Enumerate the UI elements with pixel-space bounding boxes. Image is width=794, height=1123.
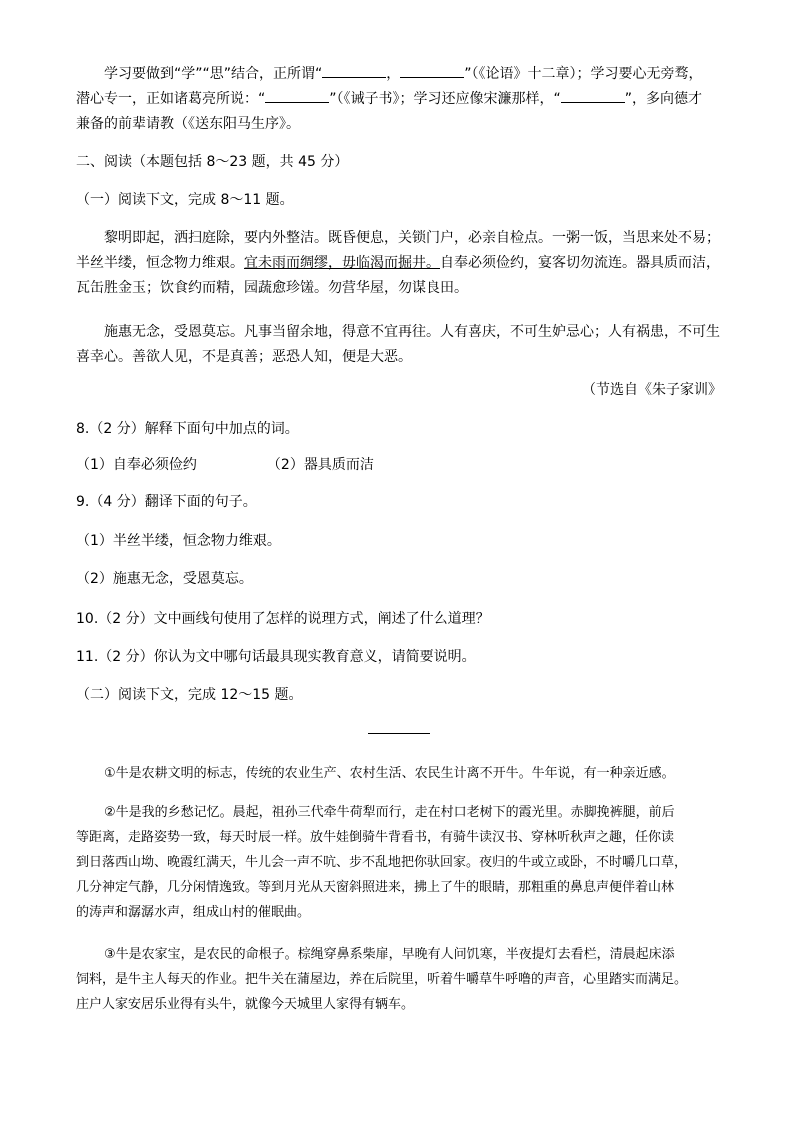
text-segment: 半丝半缕，恒念物力维艰。	[76, 255, 244, 271]
part-heading-2: （二）阅读下文，完成 12～15 题。	[76, 687, 303, 703]
essay-para-2-line2: 等距离，走路姿势一致，每天时辰一样。放牛娃倒骑牛背看书，有骑牛读汉书、穿林听秋声之趣，任你读	[76, 830, 675, 845]
underlined-sentence: 宜未雨而绸缪，毋临渴而掘井。	[244, 255, 440, 271]
fill-blank[interactable]	[400, 63, 464, 78]
text-segment: ”（《论语》十二章）；学习要心无旁骛，	[464, 66, 703, 82]
question-8-item-1: （1）自奉必须俭约	[76, 457, 197, 473]
fill-blank[interactable]	[322, 63, 386, 78]
title-fill-blank[interactable]	[368, 732, 430, 734]
text-segment: ”，多向德才	[624, 91, 703, 107]
section-heading: 二、阅读（本题包括 8～23 题，共 45 分）	[76, 154, 349, 170]
essay-para-3-line1: ③牛是农家宝，是农民的命根子。棕绳穿鼻系柴扉，早晚有人问饥寒，半夜提灯去看栏，清晨起床添	[104, 947, 675, 962]
text-segment: ”（《诫子书》；学习还应像宋濂那样，“	[329, 91, 561, 107]
paragraph-intro-line3: 兼备的前辈请教（《送东阳马生序》。	[76, 116, 300, 132]
essay-para-3-line3: 庄户人家安居乐业得有头牛，就像今天城里人家得有辆车。	[76, 997, 415, 1012]
question-9-item-1: （1）半丝半缕，恒念物力维艰。	[76, 533, 281, 549]
question-9: 9.（4 分）翻译下面的句子。	[76, 494, 257, 510]
source-citation: （节选自《朱子家训》	[582, 382, 722, 398]
essay-para-2-line3: 到日落西山坳、晚霞红满天，牛儿会一声不吭、步不乱地把你驮回家。夜归的牛或立或卧，不时嚼几口草，	[76, 855, 688, 870]
question-8-item-2: （2）器具质而洁	[266, 457, 374, 473]
essay-para-2-line1: ②牛是我的乡愁记忆。晨起，祖孙三代牵牛荷犁而行，走在村口老树下的霞光里。赤脚挽裤腿，前后	[104, 805, 675, 820]
essay-para-1: ①牛是农耕文明的标志，传统的农业生产、农村生活、农民生计离不开牛。牛年说，有一种亲近感。	[104, 766, 675, 781]
text-segment: 自奉必须俭约，宴客切勿流连。器具质而洁，	[440, 255, 720, 271]
text1-line3: 瓦缶胜金玉；饮食约而精，园蔬愈珍馐。勿营华屋，勿谋良田。	[76, 280, 468, 296]
question-10: 10.（2 分）文中画线句使用了怎样的说理方式，阐述了什么道理？	[76, 611, 490, 627]
essay-para-2-line4: 几分神定气静，几分闲情逸致。等到月光从天窗斜照进来，拂上了牛的眼睛，那粗重的鼻息声便伴着山林	[76, 880, 675, 895]
question-8: 8.（2 分）解释下面句中加点的词。	[76, 421, 299, 437]
essay-title-blank	[76, 718, 722, 743]
question-9-item-2: （2）施惠无念，受恩莫忘。	[76, 571, 253, 587]
text2-line2: 喜幸心。善欲人见，不是真善；恶恐人知，便是大恶。	[76, 349, 412, 365]
text1-line2	[76, 251, 722, 276]
text1-line1: 黎明即起，洒扫庭除，要内外整洁。既昏便息，关锁门户，必亲自检点。一粥一饭，当思来处不易；	[104, 230, 720, 246]
text-segment: ，	[386, 66, 401, 82]
part-heading-1: （一）阅读下文，完成 8～11 题。	[76, 192, 294, 208]
paragraph-intro-line1	[76, 62, 722, 87]
text-segment: 潜心专一，正如诸葛亮所说：“	[76, 91, 266, 107]
text2-line1: 施惠无念，受恩莫忘。凡事当留余地，得意不宜再往。人有喜庆，不可生妒忌心；人有祸患，不可生	[104, 324, 720, 340]
essay-para-2-line5: 的涛声和潺潺水声，组成山村的催眠曲。	[76, 905, 311, 920]
essay-para-3-line2: 饲料，是牛主人每天的作业。把牛关在蒲屋边，养在后院里，听着牛嚼草牛呼噜的声音，心里踏实而满足。	[76, 972, 688, 987]
question-11: 11.（2 分）你认为文中哪句话最具现实教育意义，请简要说明。	[76, 649, 476, 665]
text-segment: 学习要做到“学”“思”结合，正所谓“	[104, 66, 323, 82]
question-8-items	[76, 453, 722, 478]
paragraph-intro-line2	[76, 87, 722, 112]
fill-blank[interactable]	[265, 88, 329, 103]
fill-blank[interactable]	[561, 88, 625, 103]
